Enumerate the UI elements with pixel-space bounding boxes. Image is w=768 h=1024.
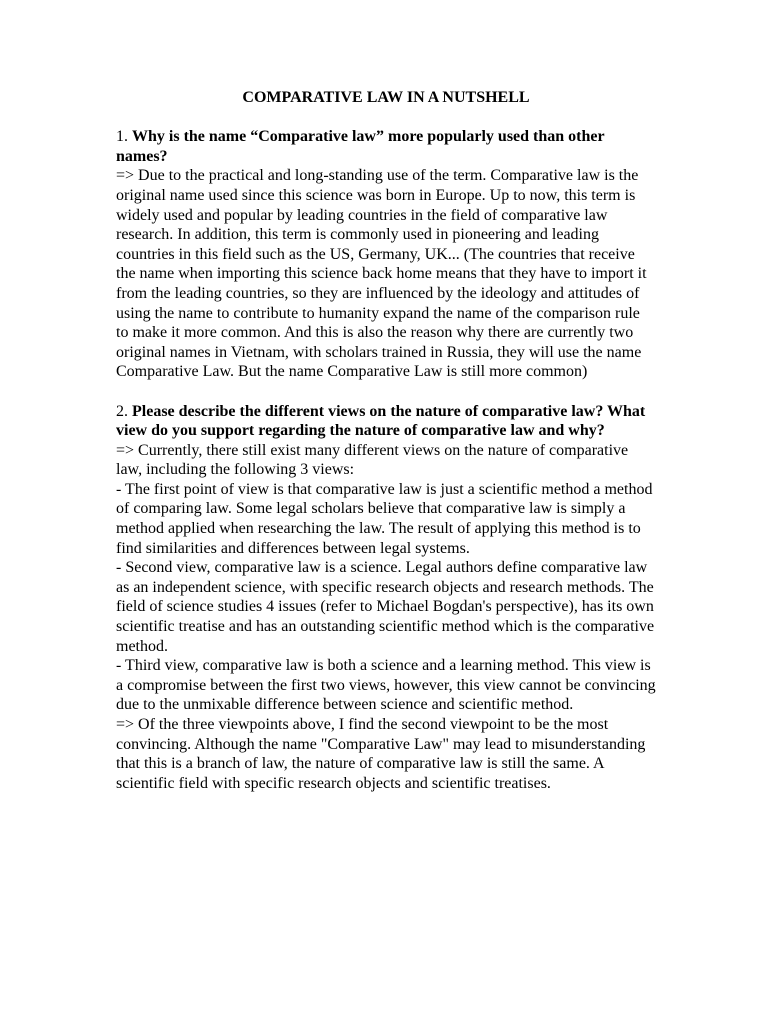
- answer-paragraph: - The first point of view is that comparative law is just a scientific method a method of comparing law. Some legal scholars believe that comparative law is simply a method applied when researching the law. The result of applying this method is to find similarities and differences between legal systems.: [116, 480, 653, 557]
- question-number: 2.: [116, 402, 128, 420]
- document-title: COMPARATIVE LAW IN A NUTSHELL: [242, 89, 530, 106]
- answer-paragraph: - Second view, comparative law is a science. Legal authors define comparative law as an independent science, with specific research objects and research methods. The field of science studies 4 issues (refer to Michael Bogdan's perspective), has its own scientific treatise and has an outstanding scientific method which is the comparative method.: [116, 559, 655, 655]
- question-text: Please describe the different views on the nature of comparative law? What view do you support regarding the nature of comparative law and why?: [116, 402, 646, 440]
- answer-paragraph: => Due to the practical and long-standing use of the term. Comparative law is the original name used since this science was born in Europe. Up to now, this term is widely used and popular by leading countries in the field of comparative law research. In addition, this term is commonly used in pioneering and leading countries in this field such as the US, Germany, UK... (The countries that receive the name when importing this science back home means that they have to import it from the leading countries, so they are influenced by the ideology and attitudes of using the name to contribute to humanity expand the name of the comparison rule to make it more common. And this is also the reason why there are currently two original names in Vietnam, with scholars trained in Russia, they will use the name Comparative Law. But the name Comparative Law is still more common): [116, 167, 647, 381]
- qa-section-2: [116, 402, 656, 794]
- qa-section-1: [116, 127, 656, 382]
- answer-paragraph: => Currently, there still exist many different views on the nature of comparative law, including the following 3 views:: [116, 441, 629, 479]
- answer-paragraph: => Of the three viewpoints above, I find the second viewpoint to be the most convincing. Although the name "Comparative Law" may lead to misunderstanding that this is a branch of law, the nature of comparative law is still the same. A scientific field with specific research objects and scientific treatises.: [116, 716, 646, 792]
- question-1: [116, 127, 656, 166]
- answer-paragraph: - Third view, comparative law is both a science and a learning method. This view is a compromise between the first two views, however, this view cannot be convincing due to the unmixable difference between science and scientific method.: [116, 657, 656, 714]
- question-number: 1.: [116, 128, 128, 146]
- question-2: [116, 402, 656, 441]
- question-text: Why is the name “Comparative law” more popularly used than other names?: [116, 128, 605, 165]
- document-page: [116, 88, 656, 813]
